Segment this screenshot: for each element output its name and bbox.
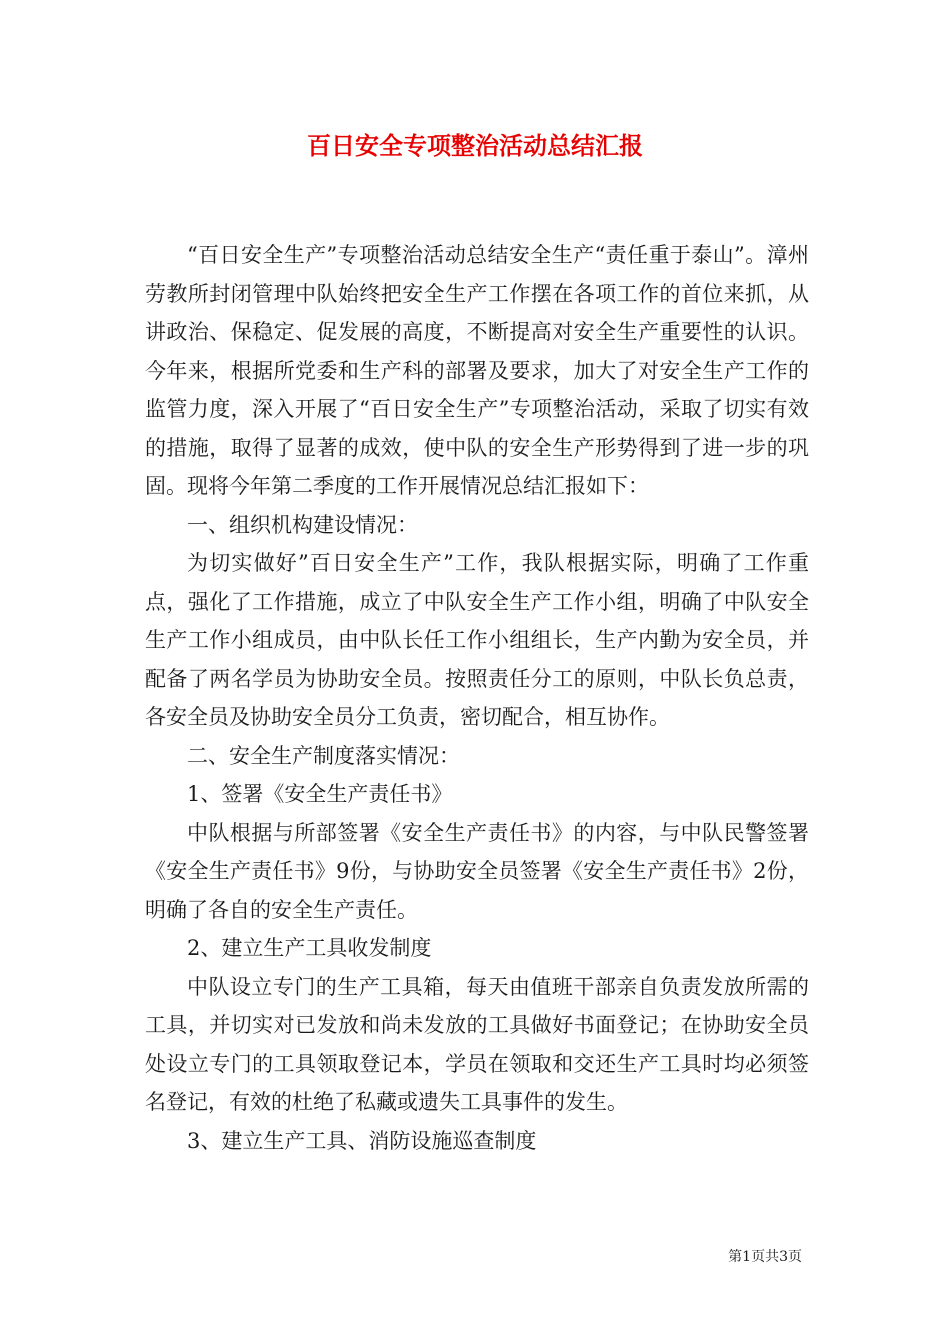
document-body	[145, 236, 809, 1160]
paragraph-section-1: 为切实做好”百日安全生产”工作，我队根据实际，明确了工作重点，强化了工作措施，成立了中队安全生产工作小组，明确了中队安全生产工作小组成员，由中队长任工作小组组长，生产内勤为安全员，并配备了两名学员为协助安全员。按照责任分工的原则，中队长负总责，各安全员及协助安全员分工负责，密切配合，相互协作。	[145, 551, 809, 729]
subheading-2-1: 1、签署《安全生产责任书》	[187, 782, 453, 806]
page-number: 第1页共3页	[728, 1249, 802, 1265]
heading-section-1: 一、组织机构建设情况：	[187, 512, 418, 537]
paragraph-2-1: 中队根据与所部签署《安全生产责任书》的内容，与中队民警签署《安全生产责任书》9份，与协助安全员签署《安全生产责任书》2份，明确了各自的安全生产责任。	[145, 820, 809, 922]
subheading-2-2: 2、建立生产工具收发制度	[187, 936, 432, 960]
document-title: 百日安全专项整治活动总结汇报	[307, 131, 643, 160]
paragraph-intro: “百日安全生产”专项整治活动总结安全生产“责任重于泰山”。漳州劳教所封闭管理中队始终把安全生产工作摆在各项工作的首位来抓，从讲政治、保稳定、促发展的高度，不断提高对安全生产重要性的认识。今年来，根据所党委和生产科的部署及要求，加大了对安全生产工作的监管力度，深入开展了“百日安全生产”专项整治活动，采取了切实有效的措施，取得了显著的成效，使中队的安全生产形势得到了进一步的巩固。现将今年第二季度的工作开展情况总结汇报如下：	[145, 243, 809, 498]
paragraph-2-2: 中队设立专门的生产工具箱，每天由值班干部亲自负责发放所需的工具，并切实对已发放和尚未发放的工具做好书面登记；在协助安全员处设立专门的工具领取登记本，学员在领取和交还生产工具时均必须签名登记，有效的杜绝了私藏或遗失工具事件的发生。	[145, 974, 809, 1114]
heading-section-2: 二、安全生产制度落实情况：	[187, 743, 460, 768]
subheading-2-3: 3、建立生产工具、消防设施巡查制度	[187, 1128, 537, 1153]
